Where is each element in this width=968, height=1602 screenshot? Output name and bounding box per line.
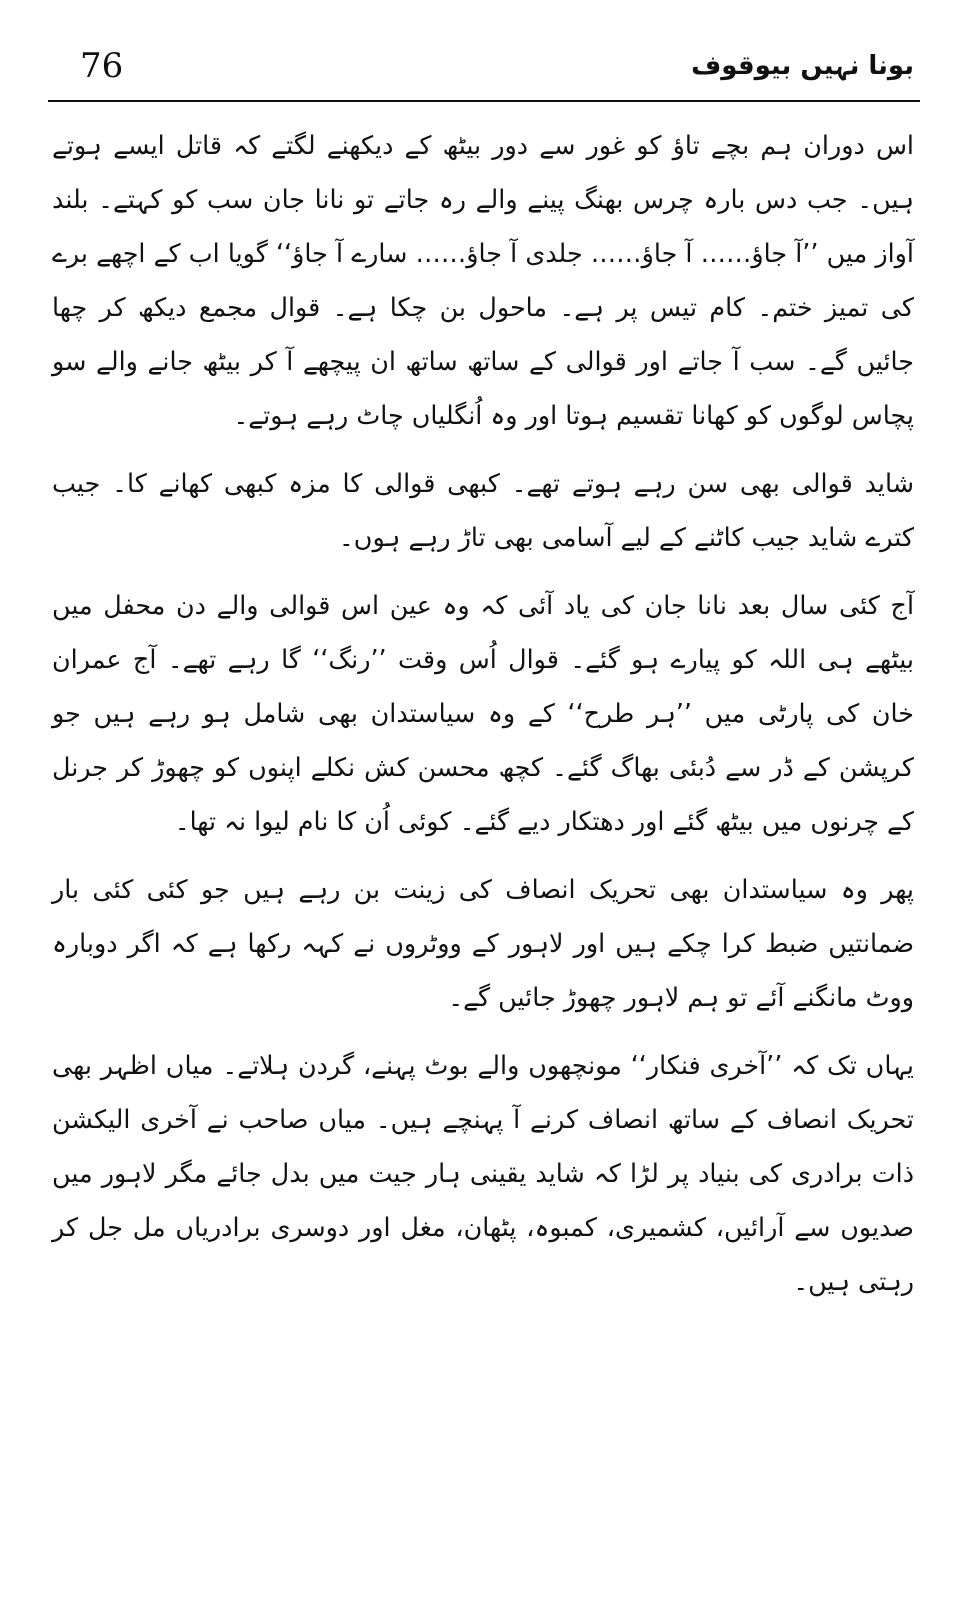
page-number: 76 bbox=[80, 46, 124, 86]
page-header bbox=[48, 34, 920, 98]
paragraph: آج کئی سال بعد نانا جان کی یاد آئی کہ وہ عین اس قوالی والے دن محفل میں بیٹھے ہی اللہ کو پیارے ہو گئے۔ قوال اُس وقت ’’رنگ‘‘ گا رہے تھے۔ آج عمران خان کی پارٹی میں ’’ہر طرح‘‘ کے وہ سیاستدان بھی شامل ہو رہے ہیں جو کرپشن کے ڈر سے دُبئی بھاگ گئے۔ کچھ محسن کش نکلے اپنوں کو چھوڑ کر جرنل کے چرنوں میں بیٹھ گئے اور دھتکار دیے گئے۔ کوئی اُن کا نام لیوا نہ تھا۔ bbox=[52, 590, 914, 836]
paragraph: یہاں تک کہ ’’آخری فنکار‘‘ مونچھوں والے بوٹ پہنے، گردن ہلاتے۔ میاں اظہر بھی تحریک انصاف کے ساتھ انصاف کرنے آ پہنچے ہیں۔ میاں صاحب نے آخری الیکشن ذات برادری کی بنیاد پر لڑا کہ شاید یقینی ہار جیت میں بدل جائے مگر لاہور میں صدیوں سے آرائیں، کشمیری، کمبوہ، پٹھان، مغل اور دوسری برادریاں مل جل کر رہتی ہیں۔ bbox=[52, 1050, 914, 1296]
page-body bbox=[52, 118, 914, 1582]
header-rule bbox=[48, 100, 920, 102]
running-title: بونا نہیں بیوقوف bbox=[691, 51, 914, 81]
paragraph: اس دوران ہم بچے تاؤ کو غور سے دور بیٹھ کے دیکھنے لگتے کہ قاتل ایسے ہوتے ہیں۔ جب دس بارہ چرس بھنگ پینے والے رہ جاتے تو نانا جان سب کو کہتے۔ بلند آواز میں ’’آ جاؤ…… آ جاؤ…… جلدی آ جاؤ…… سارے آ جاؤ‘‘ گویا اب کے اچھے برے کی تمیز ختم۔ کام تیس پر ہے۔ ماحول بن چکا ہے۔ قوال مجمع دیکھ کر چھا جائیں گے۔ سب آ جاتے اور قوالی کے ساتھ ساتھ ان پیچھے آ کر بیٹھ جانے والے سو پچاس لوگوں کو کھانا تقسیم ہوتا اور وہ اُنگلیاں چاٹ رہے ہوتے۔ bbox=[52, 130, 914, 430]
paragraph: پھر وہ سیاستدان بھی تحریک انصاف کی زینت بن رہے ہیں جو کئی کئی بار ضمانتیں ضبط کرا چکے ہیں اور لاہور کے ووٹروں نے کہہ رکھا ہے کہ اگر دوبارہ ووٹ مانگنے آئے تو ہم لاہور چھوڑ جائیں گے۔ bbox=[52, 874, 914, 1012]
paragraph: شاید قوالی بھی سن رہے ہوتے تھے۔ کبھی قوالی کا مزہ کبھی کھانے کا۔ جیب کترے شاید جیب کاٹنے کے لیے آسامی بھی تاڑ رہے ہوں۔ bbox=[52, 468, 914, 552]
